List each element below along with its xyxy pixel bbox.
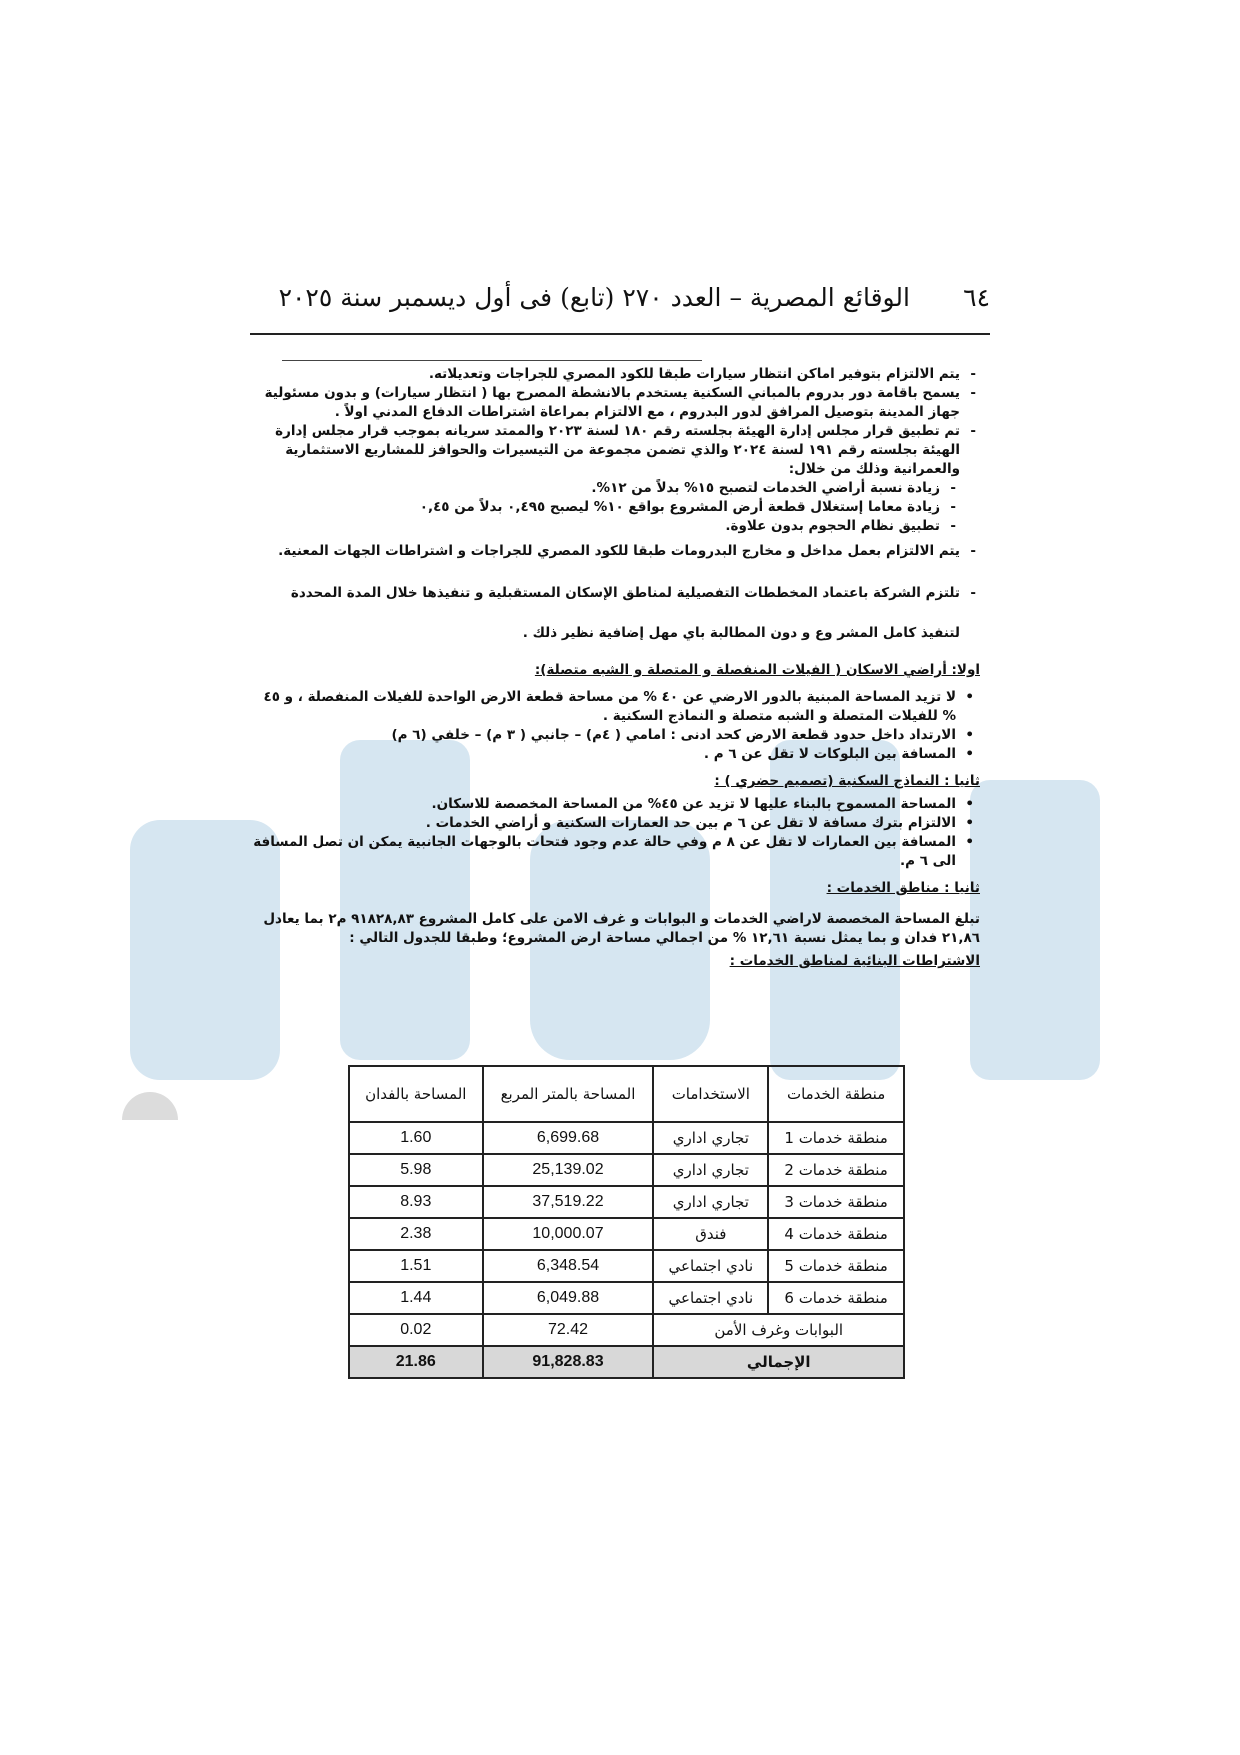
sqm-cell: 10,000.07: [483, 1218, 654, 1250]
zone-cell: منطقة خدمات 4: [768, 1218, 904, 1250]
bullet-item: • المسافة بين البلوكات لا تقل عن ٦ م .: [250, 745, 980, 764]
gates-label-cell: البوابات وغرف الأمن: [653, 1314, 904, 1346]
page-header: [250, 283, 990, 323]
section-heading: ثانيا : مناطق الخدمات :: [826, 880, 980, 896]
sqm-cell: 72.42: [483, 1314, 654, 1346]
total-label-cell: الإجمالي: [653, 1346, 904, 1378]
gazette-title: الوقائع المصرية – العدد ٢٧٠ (تابع) فى أول ديسمبر سنة ٢٠٢٥: [278, 283, 910, 312]
bullet-item: • لا تزيد المساحة المبنية بالدور الارضي عن ٤٠ % من مساحة قطعة الارض الواحدة للفيلات المنفصلة ، و ٤٥ % للفيلات المتصلة و الشبه متصلة و النماذج السكنية .: [250, 688, 980, 726]
table-header-row: [349, 1066, 904, 1122]
zone-cell: منطقة خدمات 1: [768, 1122, 904, 1154]
column-header: المساحة بالمتر المربع: [483, 1066, 654, 1122]
feddan-cell: 0.02: [349, 1314, 483, 1346]
use-cell: تجاري اداري: [653, 1186, 768, 1218]
use-cell: فندق: [653, 1218, 768, 1250]
table-row: [349, 1186, 904, 1218]
list-item: - يتم الالتزام بتوفير اماكن انتظار سيارات طبقا للكود المصري للجراجات وتعديلاته.: [250, 365, 980, 384]
use-cell: تجاري اداري: [653, 1122, 768, 1154]
list-item: - تلتزم الشركة باعتماد المخططات التفصيلية لمناطق الإسكان المستقبلية و تنفيذها خلال المدة المحددة لتنفيذ كامل المشر وع و دون المطالبة باي مهل إضافية نظير ذلك .: [250, 573, 980, 653]
incentive-item: - زيادة معاما إستغلال قطعة أرض المشروع بواقع ١٠% ليصبح ٠,٤٩٥ بدلاً من ٠,٤٥: [250, 498, 980, 517]
section-heading: اولا: أراضي الاسكان ( الفيلات المنفصلة و المتصلة و الشبه متصلة):: [534, 662, 980, 678]
feddan-cell: 1.51: [349, 1250, 483, 1282]
table-row: [349, 1250, 904, 1282]
sqm-cell: 91,828.83: [483, 1346, 654, 1378]
feddan-cell: 5.98: [349, 1154, 483, 1186]
bullet-item: • المساحة المسموح بالبناء عليها لا تزيد عن ٤٥% من المساحة المخصصة للاسكان.: [250, 795, 980, 814]
feddan-cell: 21.86: [349, 1346, 483, 1378]
feddan-cell: 8.93: [349, 1186, 483, 1218]
use-cell: نادي اجتماعي: [653, 1282, 768, 1314]
feddan-cell: 2.38: [349, 1218, 483, 1250]
zone-cell: منطقة خدمات 5: [768, 1250, 904, 1282]
section-heading: ثانيا : النماذج السكنية (تصميم حضري ) :: [714, 773, 980, 789]
bullet-item: • الالتزام بترك مسافة لا تقل عن ٦ م بين حد العمارات السكنية و أراضي الخدمات .: [250, 814, 980, 833]
list-item: - يسمح باقامة دور بدروم بالمباني السكنية يستخدم بالانشطة المصرح بها ( انتظار سيارات) و بدون مسئولية جهاز المدينة بتوصيل المرافق لدور البدروم ، مع الالتزام بمراعاة اشتراطات الدفاع المدني اولاً .: [250, 384, 980, 422]
services-paragraph: تبلغ المساحة المخصصة لاراضي الخدمات و البوابات و غرف الامن على كامل المشروع ٩١٨٢٨,٨٣ م٢ بما يعادل ٢١,٨٦ فدان و بما يمثل نسبة ١٢,٦١ % من اجمالي مساحة ارض المشروع؛ وطبقا للجدول التالي :: [263, 911, 980, 946]
table-row-total: [349, 1346, 904, 1378]
sqm-cell: 6,049.88: [483, 1282, 654, 1314]
sqm-cell: 6,699.68: [483, 1122, 654, 1154]
table-row-gates: [349, 1314, 904, 1346]
zone-cell: منطقة خدمات 6: [768, 1282, 904, 1314]
table-row: [349, 1122, 904, 1154]
feddan-cell: 1.60: [349, 1122, 483, 1154]
column-header: الاستخدامات: [653, 1066, 768, 1122]
table-row: [349, 1218, 904, 1250]
document-body: [250, 365, 980, 971]
bullet-item: • الارتداد داخل حدود قطعة الارض كحد ادنى : امامي ( ٤م) – جانبي ( ٣ م) – خلفي (٦ م): [250, 726, 980, 745]
sqm-cell: 37,519.22: [483, 1186, 654, 1218]
use-cell: نادي اجتماعي: [653, 1250, 768, 1282]
header-divider: [250, 333, 990, 335]
list-item: - يتم الالتزام بعمل مداخل و مخارج البدرومات طبقا للكود المصري للجراجات و اشتراطات الجهات المعنية.: [250, 542, 980, 561]
bullet-item: • المسافة بين العمارات لا تقل عن ٨ م وفي حالة عدم وجود فتحات بالوجهات الجانبية يمكن ان تصل المسافة الى ٦ م.: [250, 833, 980, 871]
sqm-cell: 6,348.54: [483, 1250, 654, 1282]
feddan-cell: 1.44: [349, 1282, 483, 1314]
table-title: الاشتراطات البنائية لمناطق الخدمات :: [729, 953, 980, 969]
list-item: - تم تطبيق قرار مجلس إدارة الهيئة بجلسته رقم ١٨٠ لسنة ٢٠٢٣ والممتد سريانه بموجب قرار مجلس إدارة الهيئة بجلسته رقم ١٩١ لسنة ٢٠٢٤ والذي تضمن مجموعة من التيسيرات والحوافز للمشاريع الاستثمارية والعمرانية وذلك من خلال:: [250, 422, 980, 479]
incentive-item: - تطبيق نظام الحجوم بدون علاوة.: [250, 517, 980, 536]
table-row: [349, 1282, 904, 1314]
page-number: ٦٤: [963, 283, 990, 312]
zone-cell: منطقة خدمات 3: [768, 1186, 904, 1218]
zone-cell: منطقة خدمات 2: [768, 1154, 904, 1186]
services-table: [348, 1065, 905, 1379]
sqm-cell: 25,139.02: [483, 1154, 654, 1186]
top-rule: [282, 360, 702, 361]
incentive-item: - زيادة نسبة أراضي الخدمات لتصبح ١٥% بدلاً من ١٢%.: [250, 479, 980, 498]
table-row: [349, 1154, 904, 1186]
use-cell: تجاري اداري: [653, 1154, 768, 1186]
column-header: منطقة الخدمات: [768, 1066, 904, 1122]
column-header: المساحة بالفدان: [349, 1066, 483, 1122]
